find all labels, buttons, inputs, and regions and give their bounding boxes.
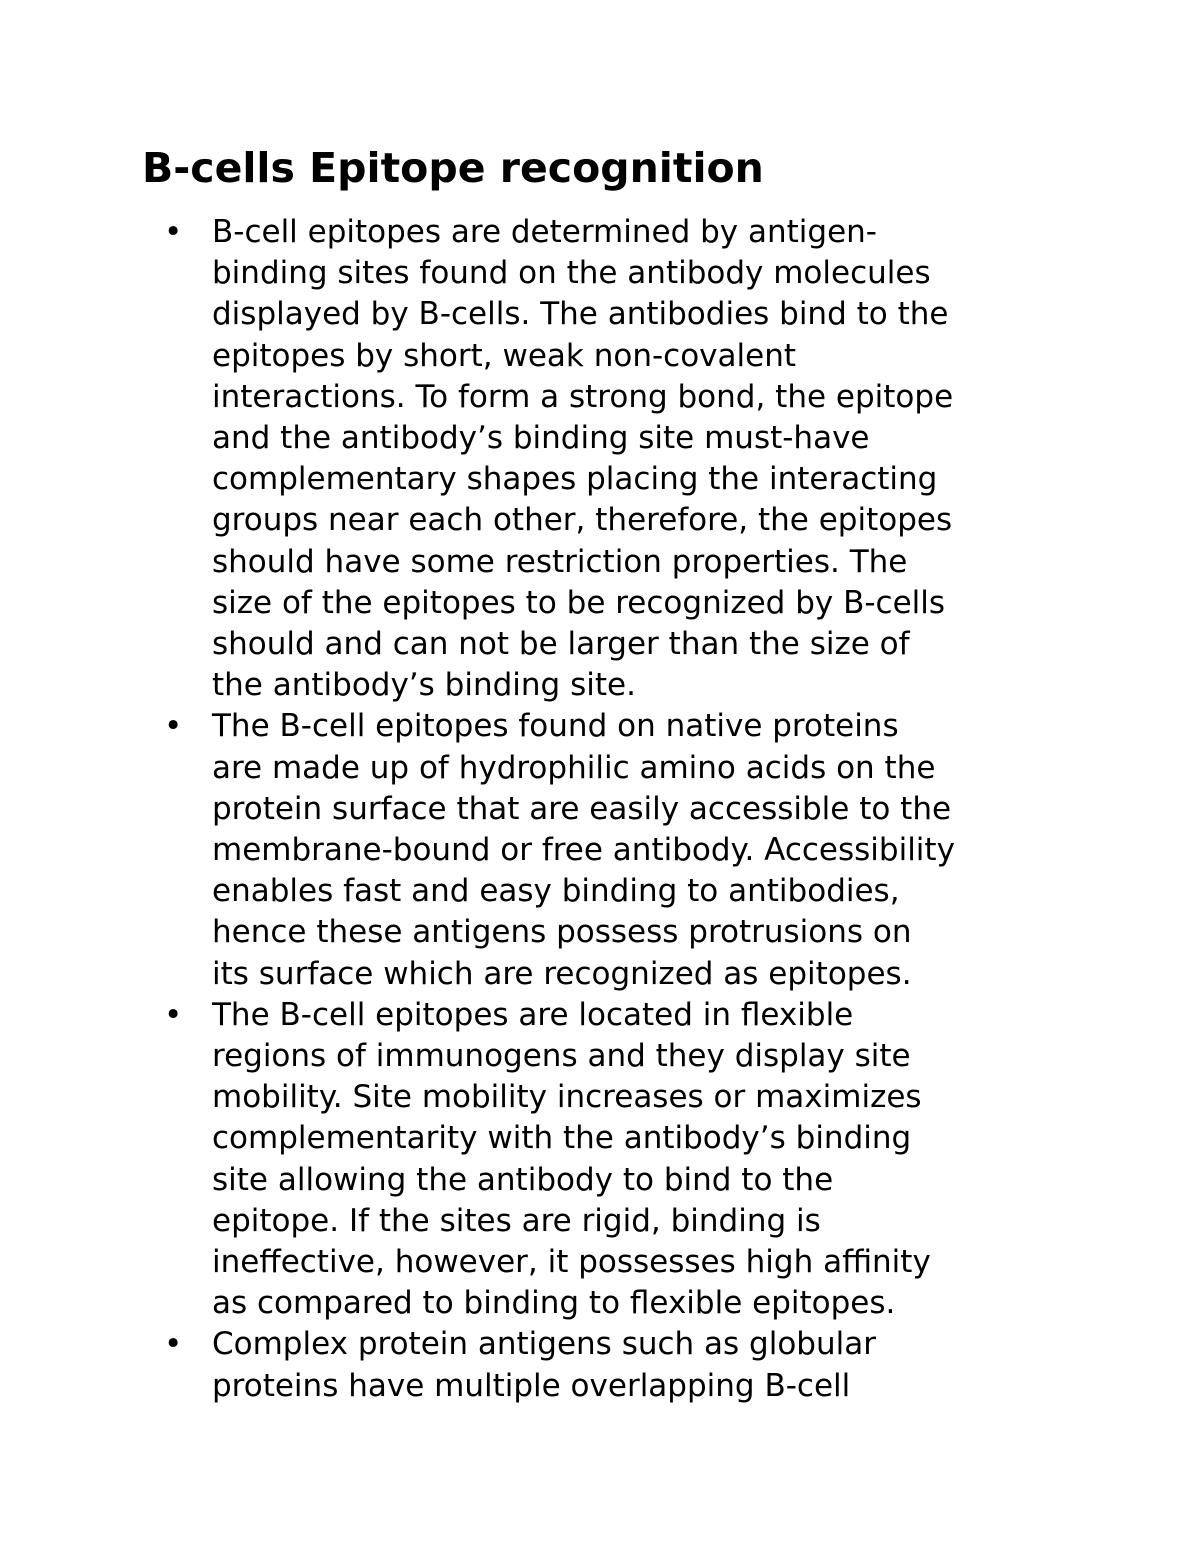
text-line: and the antibody’s binding site must-have	[212, 420, 870, 457]
text-line: epitope. If the sites are rigid, binding is	[212, 1202, 821, 1239]
text-line: should have some restriction properties. The	[212, 543, 908, 580]
text-line: should and can not be larger than the size of	[212, 626, 910, 663]
text-line: The B-cell epitopes found on native proteins	[212, 708, 899, 745]
text-line: are made up of hydrophilic amino acids on the	[212, 749, 936, 786]
text-line: ineffective, however, it possesses high affinity	[212, 1244, 931, 1281]
bullet-marker: •	[164, 214, 183, 250]
text-line: complementary shapes placing the interacting	[212, 461, 938, 498]
list-item	[0, 706, 1200, 994]
text-line: regions of immunogens and they display site	[212, 1038, 911, 1075]
text-line: membrane-bound or free antibody. Accessibility	[212, 832, 955, 869]
bullet-list	[0, 212, 1200, 1407]
text-line: B-cell epitopes are determined by antigen-	[212, 214, 877, 250]
text-line: hence these antigens possess protrusions on	[212, 914, 912, 951]
document-title: B-cells Epitope recognition	[142, 144, 764, 192]
bullet-text	[212, 1324, 1072, 1406]
text-line: proteins have multiple overlapping B-cell	[212, 1367, 851, 1404]
text-line: its surface which are recognized as epitopes.	[212, 955, 912, 992]
bullet-marker: •	[164, 996, 183, 1033]
bullet-text	[212, 995, 1072, 1325]
text-line: groups near each other, therefore, the epitopes	[212, 502, 953, 539]
bullet-marker: •	[164, 708, 183, 745]
text-line: epitopes by short, weak non-covalent	[212, 337, 797, 374]
text-line: the antibody’s binding site.	[212, 667, 636, 704]
text-line: size of the epitopes to be recognized by B-cells	[212, 584, 946, 621]
text-line: displayed by B-cells. The antibodies bind to the	[212, 296, 949, 333]
text-line: interactions. To form a strong bond, the epitope	[212, 378, 954, 415]
text-line: The B-cell epitopes are located in flexible	[212, 996, 854, 1033]
text-line: enables fast and easy binding to antibodies,	[212, 873, 900, 910]
text-line: complementarity with the antibody’s binding	[212, 1120, 912, 1157]
list-item	[0, 212, 1200, 706]
text-line: protein surface that are easily accessible to the	[212, 790, 952, 827]
text-line: as compared to binding to flexible epitopes.	[212, 1285, 896, 1322]
bullet-text	[212, 212, 1072, 706]
bullet-marker: •	[164, 1326, 183, 1363]
text-line: binding sites found on the antibody molecules	[212, 255, 931, 292]
list-item	[0, 995, 1200, 1325]
text-line: site allowing the antibody to bind to the	[212, 1161, 834, 1198]
bullet-text	[212, 706, 1072, 994]
text-line: mobility. Site mobility increases or maximizes	[212, 1079, 922, 1116]
text-line: Complex protein antigens such as globular	[212, 1326, 876, 1363]
list-item	[0, 1324, 1200, 1406]
